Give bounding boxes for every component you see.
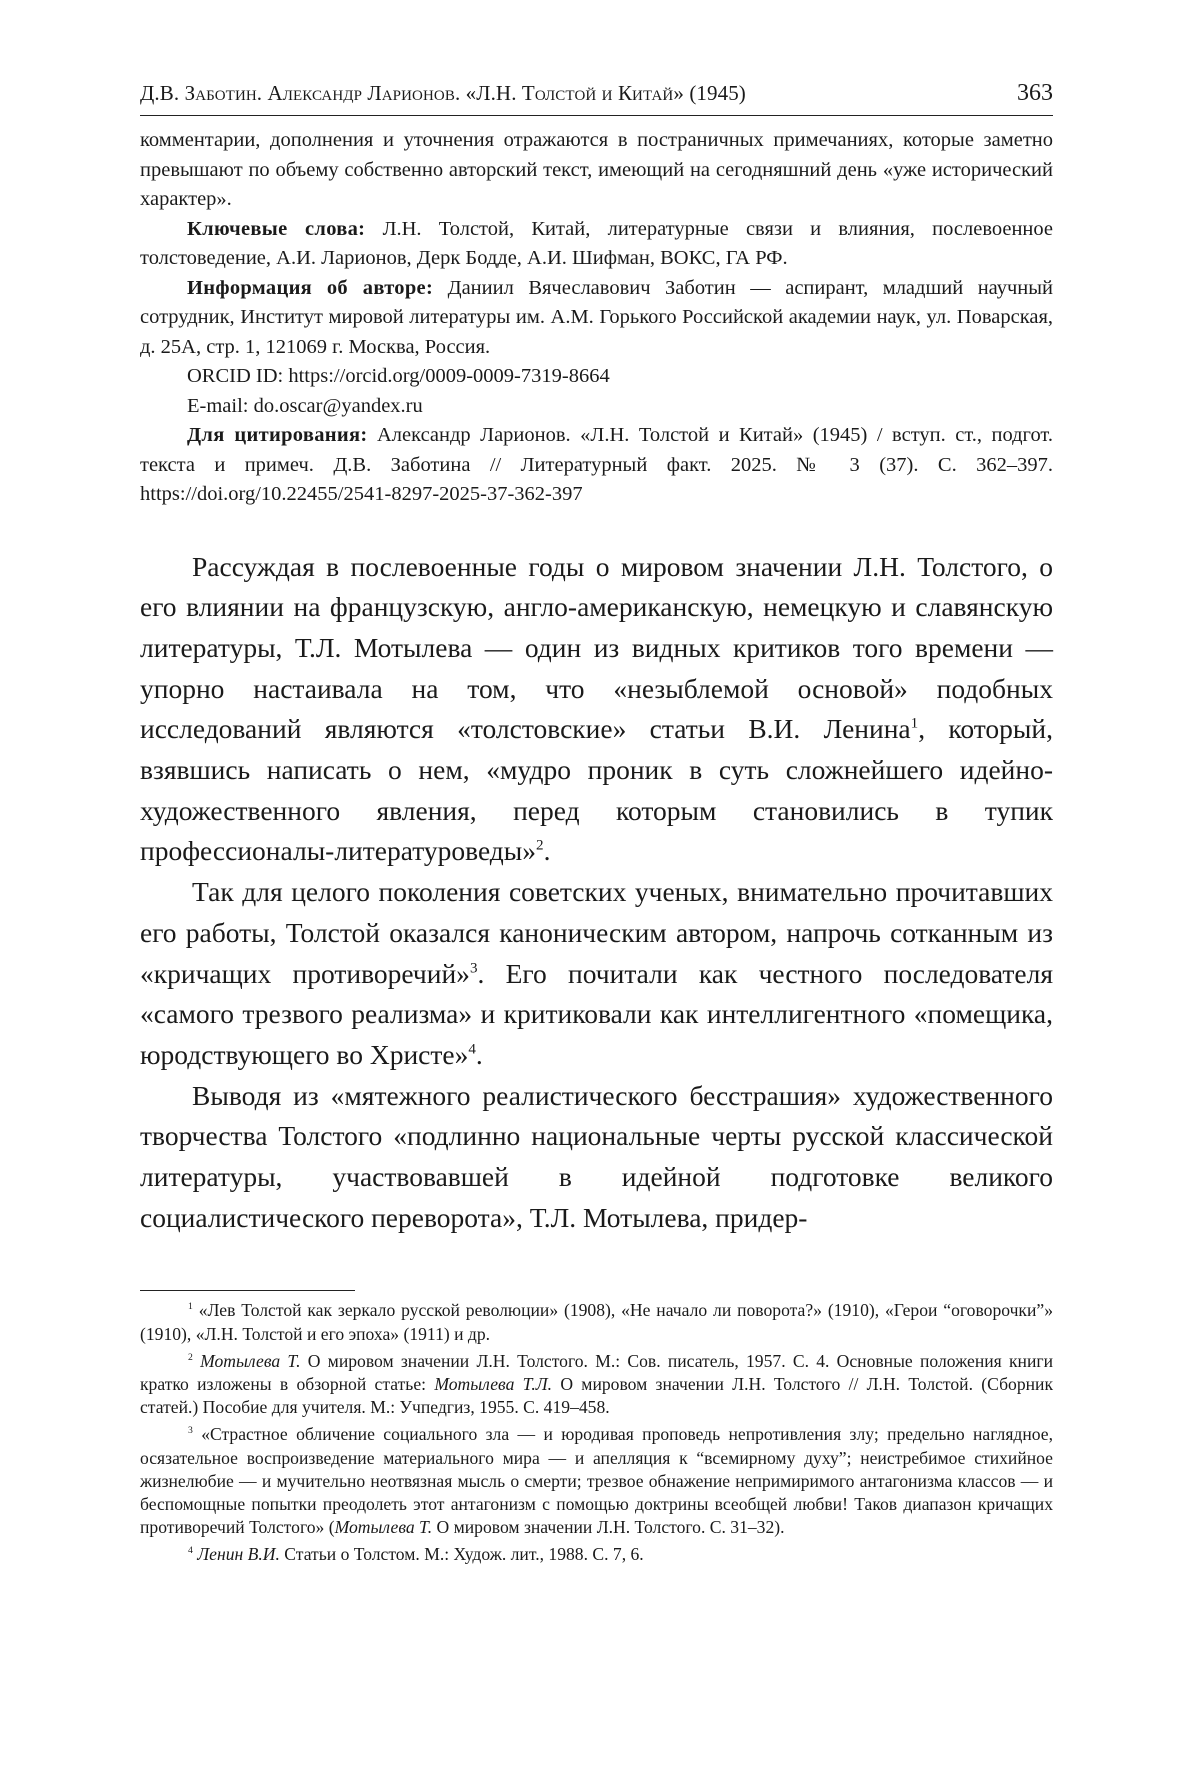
journal-page xyxy=(140,80,1053,1571)
footnote-4-number: 4 xyxy=(188,1545,193,1557)
footnote-ref-1[interactable]: 1 xyxy=(910,715,919,732)
footnote-ref-3[interactable]: 3 xyxy=(469,959,478,976)
citation-text: Александр Ларионов. «Л.Н. Толстой и Китай» (1945) / вступ. ст., подгот. текста и примеч. Д.В. Заботина // Литературный факт. 2025. № 3 (37). С. 362–397. https://doi.org/10.22455/2541-8297-2025-37-362-397 xyxy=(140,424,1053,505)
paragraph-1-text-c: . xyxy=(543,835,551,867)
paragraph-2-text-c: . xyxy=(475,1038,483,1070)
author-info xyxy=(140,274,1053,363)
footnote-3 xyxy=(140,1423,1053,1539)
footnote-1-text: «Лев Толстой как зеркало русской революции» (1908), «Не начало ли поворота?» (1910), «Герои “оговорочки”» (1910), «Л.Н. Толстой и его эпоха» (1911) и др. xyxy=(140,1300,1053,1344)
footnote-ref-4[interactable]: 4 xyxy=(468,1041,476,1058)
citation-label: Для цитирования: xyxy=(187,424,368,446)
orcid-link[interactable]: ORCID ID: https://orcid.org/0009-0009-7319-8664 xyxy=(187,365,610,387)
author-info-text: Даниил Вячеславович Заботин — аспирант, младший научный сотрудник, Институт мировой литературы им. А.М. Горького Российской академии наук, ул. Поварская, д. 25А, стр. 1, 121069 г. Москва, Россия. xyxy=(140,276,1054,358)
footnote-2-text-b: О мировом значении Л.Н. Толстого // Л.Н. Толстой. (Сборник статей.) Пособие для учителя. М.: Учпедгиз, 1955. С. 419–458. xyxy=(140,1374,1053,1418)
abstract-block xyxy=(140,126,1053,510)
footnote-3-text-b: О мировом значении Л.Н. Толстого. С. 31–32). xyxy=(436,1517,785,1538)
running-title: Д.В. Заботин. Александр Ларионов. «Л.Н. Толстой и Китай» (1945) xyxy=(140,81,746,105)
footnote-4 xyxy=(140,1543,1053,1566)
paragraph-1-text-b: , который, взявшись написать о нем, «мудро проник в суть сложнейшего идейно-художественного явления, перед которым становились в тупик профессионалы-литературоведы» xyxy=(140,713,1053,867)
paragraph-2-text-b: . Его почитали как честного последователя «самого трезвого реализма» и критиковали как интеллигентного «помещика, юродствующего во Христе» xyxy=(140,957,1053,1070)
footnote-2-text-a: О мировом значении Л.Н. Толстого. М.: Сов. писатель, 1957. С. 4. Основные положения книги кратко изложены в обзорной статье: xyxy=(140,1350,1054,1395)
footnote-3-author: Мотылева Т. xyxy=(334,1517,433,1538)
email-link[interactable]: E-mail: do.oscar@yandex.ru xyxy=(187,394,423,417)
paragraph-2-text-a: Так для целого поколения советских ученых, внимательно прочитавших его работы, Толстой оказался каноническим автором, напрочь сотканным из «кричащих противоречий» xyxy=(140,876,1053,989)
footnote-3-number: 3 xyxy=(188,1425,193,1437)
footnote-2-number: 2 xyxy=(188,1352,193,1364)
footnote-1-number: 1 xyxy=(188,1301,193,1313)
main-text xyxy=(140,547,1053,1239)
footnote-2 xyxy=(140,1350,1053,1420)
footnote-ref-2[interactable]: 2 xyxy=(536,837,544,854)
paragraph-2 xyxy=(140,872,1053,1076)
footnote-1 xyxy=(140,1299,1053,1345)
page-number: 363 xyxy=(1017,80,1053,106)
footnote-divider xyxy=(140,1290,355,1291)
paragraph-1-text-a: Рассуждая в послевоенные годы о мировом значении Л.Н. Толстого, о его влиянии на французскую, англо-американскую, немецкую и славянскую литературы, Т.Л. Мотылева — один из видных критиков того времени — упорно настаивала на том, что «незыблемой основой» подобных исследований являются «толстовские» статьи В.И. Ленина xyxy=(140,550,1053,745)
paragraph-1 xyxy=(140,547,1053,873)
author-info-label: Информация об авторе: xyxy=(187,276,434,299)
footnote-3-text-a: «Страстное обличение социального зла — и юродивая проповедь непротивления злу; предельно наглядное, осязательное воспроизведение материального мира — и апелляция к “всемирному духу”; неистребимое стихийное жизнелюбие — и мучительно неотвязная мысль о смерти; трезвое обнажение непримиримого антагонизма классов — и беспомощные попытки преодолеть этот антагонизм с помощью доктрины всеобщей любви! Таков диапазон кричащих противоречий Толстого» ( xyxy=(140,1424,1053,1538)
footnotes xyxy=(140,1299,1053,1566)
keywords-text: Л.Н. Толстой, Китай, литературные связи и влияния, послевоенное толстоведение, А.И. Ларионов, Дерк Бодде, А.И. Шифман, ВОКС, ГА РФ. xyxy=(140,217,1054,269)
paragraph-3: Выводя из «мятежного реалистического бесстрашия» художественного творчества Толстого «подлинно национальные черты русской классической литературы, участвовавшей в идейной подготовке великого социалистического переворота», Т.Л. Мотылева, придер- xyxy=(140,1079,1053,1233)
running-head xyxy=(140,80,1053,116)
citation xyxy=(140,421,1053,510)
footnote-2-author: Мотылева Т. xyxy=(200,1350,301,1371)
abstract-continuation: комментарии, дополнения и уточнения отражаются в постраничных примечаниях, которые заметно превышают по объему собственно авторский текст, имеющий на сегодняшний день «уже исторический характер». xyxy=(140,129,1053,210)
footnote-4-author: Ленин В.И. xyxy=(197,1544,280,1565)
keywords xyxy=(140,215,1053,274)
keywords-label: Ключевые слова: xyxy=(187,217,366,240)
footnote-4-text: Статьи о Толстом. М.: Худож. лит., 1988. С. 7, 6. xyxy=(284,1544,644,1565)
footnote-2-author-2: Мотылева Т.Л. xyxy=(434,1374,553,1395)
